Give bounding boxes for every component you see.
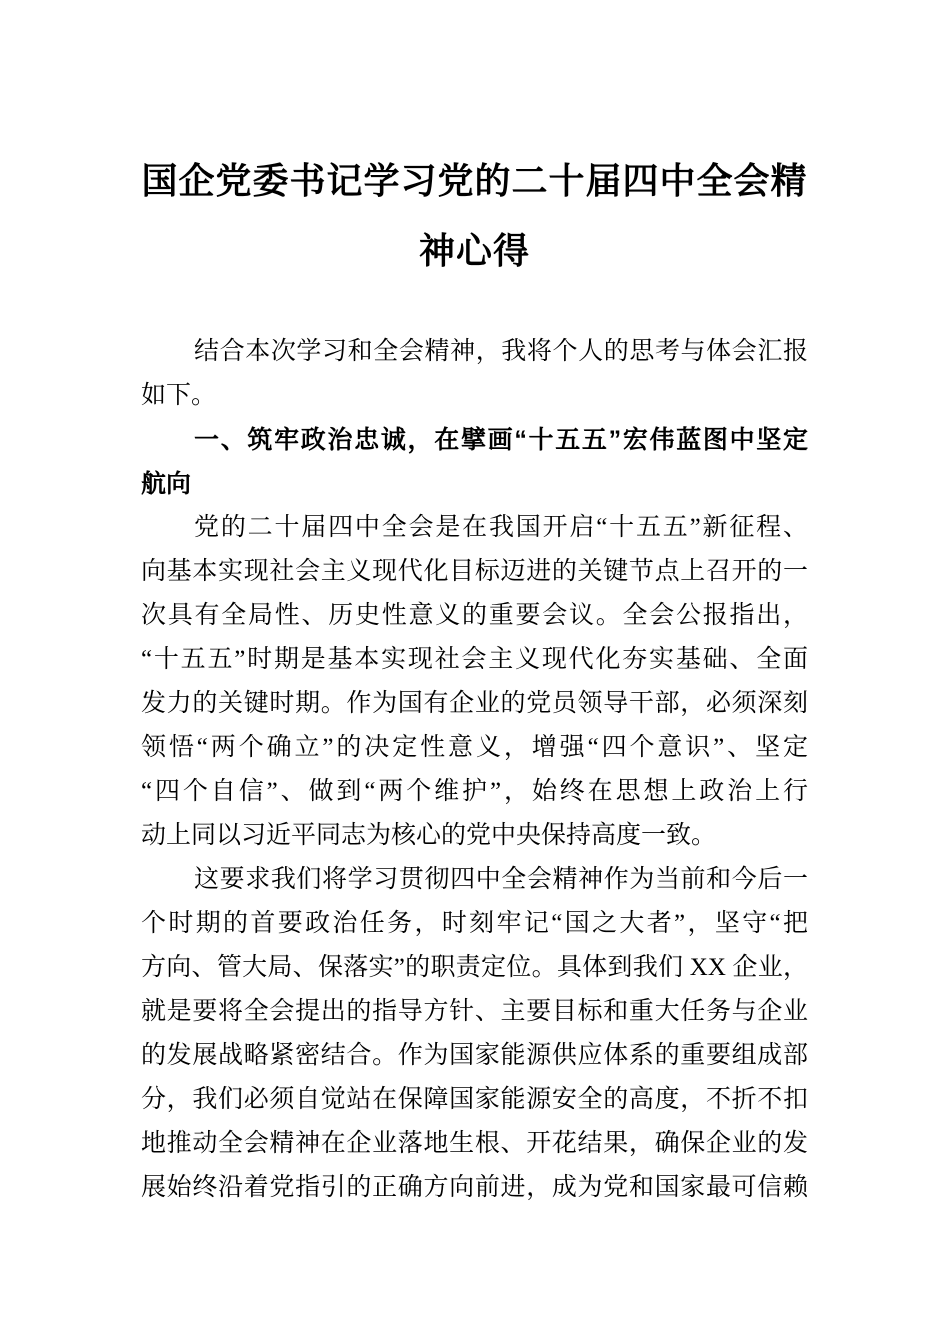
text-line: 次具有全局性、历史性意义的重要会议。全会公报指出，: [141, 602, 808, 629]
text-line: 方向、管大局、保落实”的职责定位。具体到我们 XX 企业，: [141, 954, 808, 981]
text-line: 党的二十届四中全会是在我国开启“十五五”新征程、: [194, 514, 808, 541]
text-line: 展始终沿着党指引的正确方向前进，成为党和国家最可信赖: [141, 1174, 808, 1201]
text-line: 向基本实现社会主义现代化目标迈进的关键节点上召开的一: [141, 558, 808, 585]
paragraph-intro: [141, 330, 808, 418]
document-content: [141, 146, 808, 1210]
text-line: 如下。: [141, 382, 217, 409]
document-title: [141, 146, 808, 286]
paragraph-body: [141, 506, 808, 858]
heading-line: 一、筑牢政治忠诚，在擘画“十五五”宏伟蓝图中坚定: [194, 426, 808, 454]
text-line: “四个自信”、做到“两个维护”，始终在思想上政治上行: [141, 778, 808, 805]
text-line: 地推动全会精神在企业落地生根、开花结果，确保企业的发: [141, 1130, 808, 1157]
text-line: 就是要将全会提出的指导方针、主要目标和重大任务与企业: [141, 998, 808, 1025]
text-line: 发力的关键时期。作为国有企业的党员领导干部，必须深刻: [141, 690, 808, 717]
text-line: 动上同以习近平同志为核心的党中央保持高度一致。: [141, 822, 717, 849]
heading-line: 航向: [141, 470, 192, 498]
text-line: 的发展战略紧密结合。作为国家能源供应体系的重要组成部: [141, 1042, 808, 1069]
text-line: 领悟“两个确立”的决定性意义，增强“四个意识”、坚定: [141, 734, 808, 761]
text-line: 这要求我们将学习贯彻四中全会精神作为当前和今后一: [194, 866, 808, 893]
text-line: 个时期的首要政治任务，时刻牢记“国之大者”，坚守“把: [141, 910, 808, 937]
title-line: 国企党委书记学习党的二十届四中全会精: [141, 161, 808, 201]
text-line: 分，我们必须自觉站在保障国家能源安全的高度，不折不扣: [141, 1086, 808, 1113]
text-line: “十五五”时期是基本实现社会主义现代化夯实基础、全面: [141, 646, 808, 673]
section-heading: [141, 418, 808, 506]
text-line: 结合本次学习和全会精神，我将个人的思考与体会汇报: [194, 338, 808, 365]
title-line: 神心得: [418, 231, 530, 271]
paragraph-body: [141, 858, 808, 1210]
